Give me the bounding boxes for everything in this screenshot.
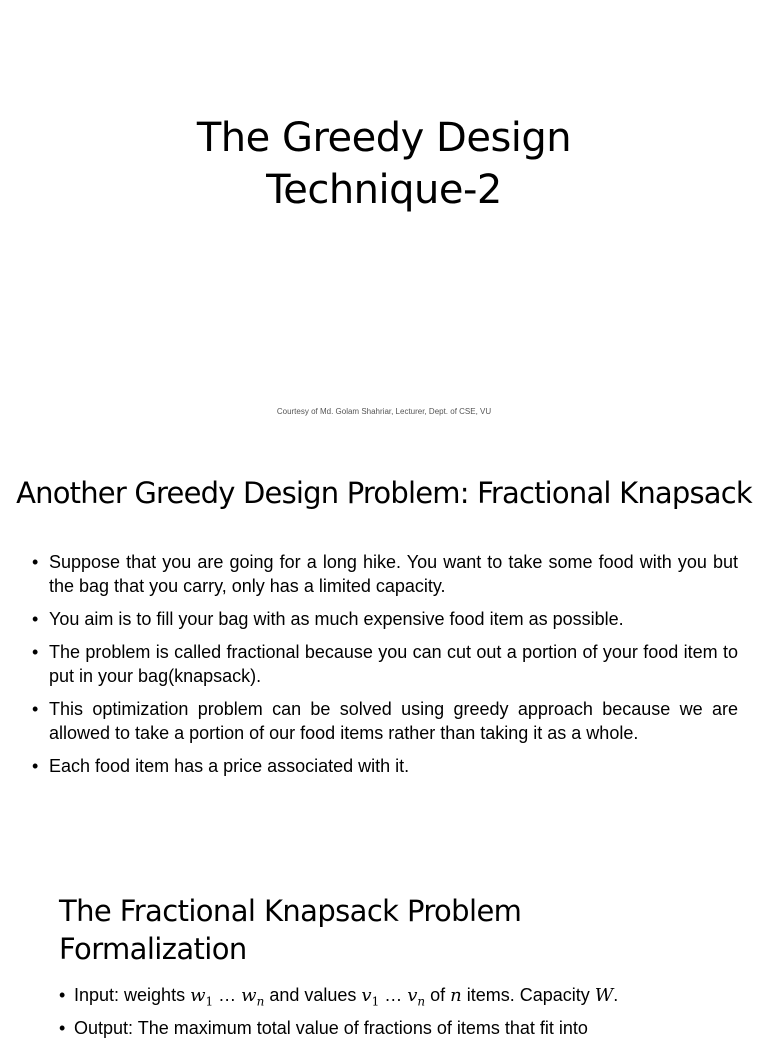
title-line-1: The Greedy Design (196, 115, 572, 161)
slide-title (0, 112, 768, 216)
bullet-item: • The problem is called fractional because you can cut out a portion of your food item to put in your bag(knapsack). (32, 642, 738, 686)
bullet-dot-icon: • (32, 756, 39, 776)
title-slide (0, 0, 768, 432)
bullet-dot-icon: • (59, 985, 66, 1005)
bullet-list (59, 982, 739, 1041)
courtesy-note: Courtesy of Md. Golam Shahriar, Lecturer, Dept. of CSE, VU (276, 407, 492, 416)
knapsack-intro-slide (0, 448, 768, 848)
bullet-item: • You aim is to fill your bag with as much expensive food item as possible. (32, 609, 624, 629)
bullet-list (32, 550, 738, 787)
bullet-item: • Suppose that you are going for a long hike. You want to take some food with you but the bag that you carry, only has a limited capacity. (32, 552, 738, 596)
bullet-dot-icon: • (32, 699, 39, 719)
slide-title: Another Greedy Design Problem: Fractional Knapsack (16, 476, 752, 510)
bullet-item: • This optimization problem can be solved using greedy approach because we are allowed to take a portion of our food items rather than taking it as a whole. (32, 699, 738, 743)
bullet-dot-icon: • (32, 552, 39, 572)
formalization-slide (0, 864, 768, 1038)
bullet-dot-icon: • (32, 609, 39, 629)
title-line-1: The Fractional Knapsack Problem (59, 894, 522, 928)
bullet-item-output: • Output: The maximum total value of fractions of items that fit into (59, 1015, 739, 1041)
title-line-2: Technique-2 (266, 167, 502, 213)
slide-title (59, 892, 521, 968)
bullet-item: • Each food item has a price associated with it. (32, 756, 410, 776)
bullet-item-input: • Input: weights $w_1$ … $w_n$ and values $v_1$ … $v_n$ of n items. Capacity W. (59, 982, 739, 1015)
bullet-dot-icon: • (59, 1017, 66, 1038)
title-line-2: Formalization (59, 932, 247, 966)
bullet-dot-icon: • (32, 642, 39, 662)
